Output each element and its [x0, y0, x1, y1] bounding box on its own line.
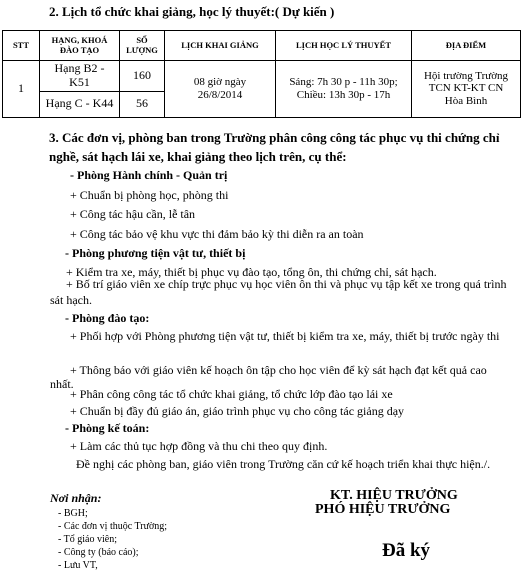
list-item: - Lưu VT,	[58, 560, 98, 571]
admin-task-1: + Chuẩn bị phòng học, phòng thi	[70, 188, 229, 202]
signature-title-1: KT. HIỆU TRƯỞNG	[330, 488, 458, 503]
training-task-4: + Chuẩn bị đầy đủ giáo án, giáo trình phục vụ cho công tác giảng dạy	[70, 404, 405, 418]
equipment-dept-title: - Phòng phương tiện vật tư, thiết bị	[65, 246, 246, 260]
training-task-1: + Phối hợp với Phòng phương tiện vật tư, thiết bị kiểm tra xe, máy, thiết bị trước ngày thi	[70, 329, 500, 343]
recipients-list	[58, 507, 167, 572]
theory-line1: Sáng: 7h 30 p - 11h 30p;	[289, 76, 398, 89]
schedule-table	[2, 30, 521, 118]
header-quantity	[120, 31, 165, 61]
accounting-task-1: + Làm các thủ tục hợp đồng và thu chi theo quy định.	[70, 439, 328, 453]
location-line1: Hội trường Trường	[423, 69, 509, 82]
header-location: ĐỊA ĐIỂM	[412, 31, 521, 61]
theory-line2: Chiều: 13h 30p - 17h	[296, 88, 391, 101]
training-dept-title: - Phòng đào tạo:	[65, 311, 150, 325]
admin-dept-title: - Phòng Hành chính - Quản trị	[70, 168, 228, 182]
equipment-task-2: + Bố trí giáo viên xe chíp trực phục vụ học viên ôn thi và phục vụ tập kết xe trong quá trình sát hạch.	[50, 277, 507, 307]
admin-task-2: + Công tác hậu cần, lễ tân	[70, 207, 196, 221]
cell-theory	[276, 61, 412, 118]
cell-course-b: Hạng B2 - K51	[40, 61, 120, 92]
header-qty-line2: LƯỢNG	[126, 44, 158, 55]
training-task-2: + Thông báo với giáo viên kế hoạch ôn tập cho học viên để kỳ sát hạch đạt kết quả cao nhất.	[50, 363, 487, 391]
list-item: - Các đơn vị thuộc Trường;	[58, 521, 168, 532]
recipients-title: Nơi nhận:	[50, 491, 102, 505]
cell-opening	[165, 61, 276, 118]
section-3-heading: 3. Các đơn vị, phòng ban trong Trường phân công công tác phục vụ thi chứng chỉ nghề, sát hạch lái xe, khai giảng theo lịch trên, cụ thể:	[49, 130, 500, 164]
table-row	[3, 61, 521, 92]
section-2-heading: 2. Lịch tổ chức khai giảng, học lý thuyết:( Dự kiến )	[49, 4, 335, 19]
header-opening: LỊCH KHAI GIẢNG	[165, 31, 276, 61]
cell-qty-b: 160	[120, 61, 165, 92]
training-task-3: + Phân công công tác tổ chức khai giảng, tổ chức lớp đào tạo lái xe	[70, 387, 393, 401]
cell-qty-c: 56	[120, 91, 165, 117]
location-line3: Hòa Bình	[444, 95, 488, 108]
header-rank	[40, 31, 120, 61]
list-item: - Công ty (báo cáo);	[58, 547, 139, 558]
header-theory: LỊCH HỌC LÝ THUYẾT	[276, 31, 412, 61]
header-rank-line1: HẠNG, KHOÁ	[51, 34, 108, 45]
closing-request: Đề nghị các phòng ban, giáo viên trong Trường căn cứ kế hoạch triển khai thực hiện./.	[76, 457, 491, 471]
cell-course-c: Hạng C - K44	[40, 91, 120, 117]
opening-line1: 08 giờ ngày	[193, 76, 247, 89]
cell-location	[412, 61, 521, 118]
header-rank-line2: ĐÀO TẠO	[59, 44, 100, 55]
list-item: - Tổ giáo viên;	[58, 534, 117, 545]
signed-mark: Đã ký	[382, 540, 431, 561]
admin-task-3: + Công tác bảo vệ khu vực thi đảm bảo kỳ thi diễn ra an toàn	[70, 227, 364, 241]
table-header-row	[3, 31, 521, 61]
cell-stt: 1	[3, 61, 40, 118]
list-item: - BGH;	[58, 508, 88, 519]
signature-title-2: PHÓ HIỆU TRƯỞNG	[315, 502, 451, 517]
header-qty-line1: SỐ	[136, 34, 148, 45]
header-stt: STT	[3, 31, 40, 61]
accounting-dept-title: - Phòng kế toán:	[65, 421, 150, 435]
equipment-task-1: + Kiểm tra xe, máy, thiết bị phục vụ đào tạo, tổng ôn, thi chứng chỉ, sát hạch.	[66, 265, 437, 279]
location-line2: TCN KT-KT CN	[428, 82, 504, 95]
opening-line2: 26/8/2014	[197, 88, 243, 101]
